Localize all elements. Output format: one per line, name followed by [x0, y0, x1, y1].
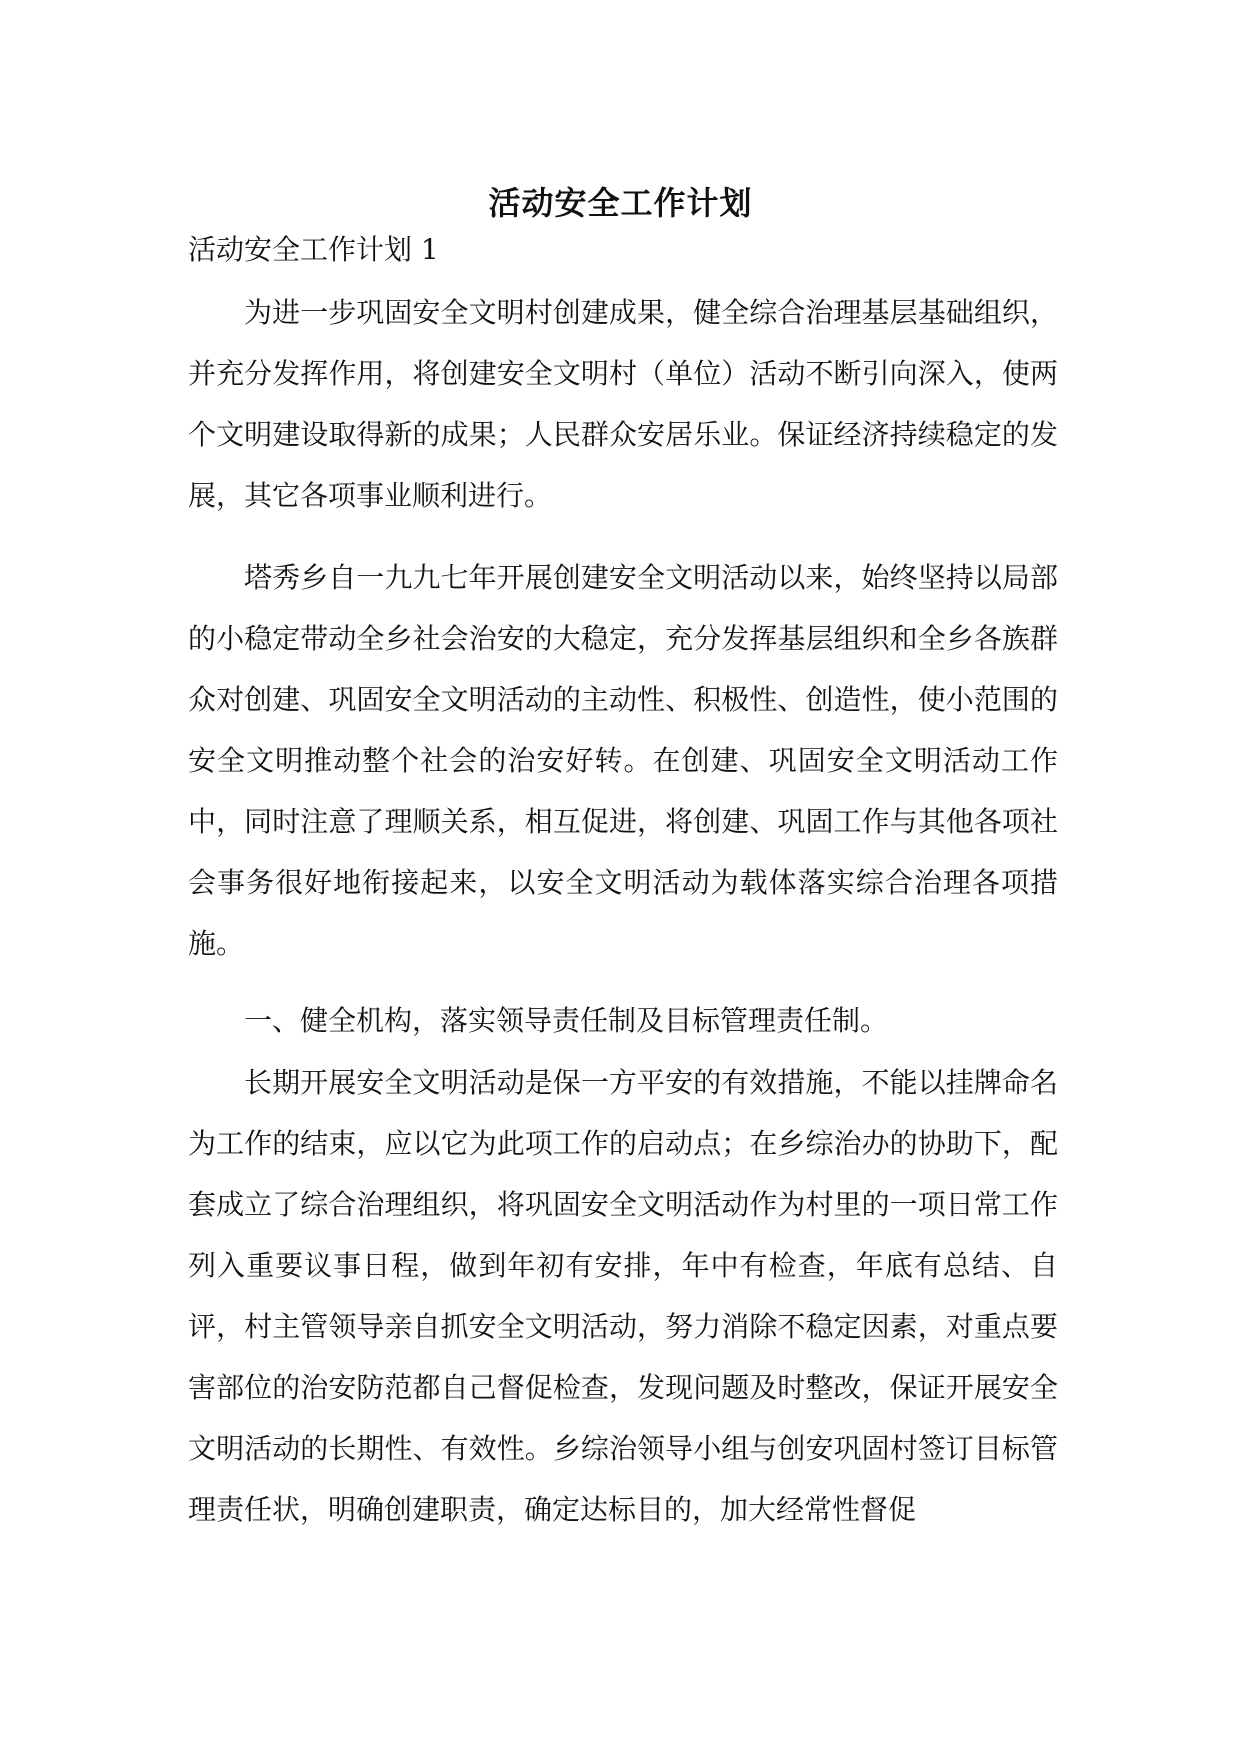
paragraph-background: 塔秀乡自一九九七年开展创建安全文明活动以来，始终坚持以局部的小稳定带动全乡社会治安的大稳定，充分发挥基层组织和全乡各族群众对创建、巩固安全文明活动的主动性、积极性、创造性，使小范围的安全文明推动整个社会的治安好转。在创建、巩固安全文明活动工作中，同时注意了理顺关系，相互促进，将创建、巩固工作与其他各项社会事务很好地衔接起来，以安全文明活动为载体落实综合治理各项措施。 — [188, 561, 1058, 960]
section-heading: 活动安全工作计划 1 — [188, 233, 439, 266]
paragraph-subheading: 一、健全机构，落实领导责任制及目标管理责任制。 — [244, 1004, 889, 1037]
document-title: 活动安全工作计划 — [488, 184, 753, 223]
paragraph-intro: 为进一步巩固安全文明村创建成果，健全综合治理基层基础组织，并充分发挥作用，将创建安全文明村（单位）活动不断引向深入，使两个文明建设取得新的成果；人民群众安居乐业。保证经济持续稳定的发展，其它各项事业顺利进行。 — [188, 296, 1058, 512]
paragraph-measures: 长期开展安全文明活动是保一方平安的有效措施，不能以挂牌命名为工作的结束，应以它为此项工作的启动点；在乡综治办的协助下，配套成立了综合治理组织，将巩固安全文明活动作为村里的一项日常工作列入重要议事日程，做到年初有安排，年中有检查，年底有总结、自评，村主管领导亲自抓安全文明活动，努力消除不稳定因素，对重点要害部位的治安防范都自己督促检查，发现问题及时整改，保证开展安全文明活动的长期性、有效性。乡综治领导小组与创安巩固村签订目标管理责任状，明确创建职责，确定达标目的，加大经常性督促 — [188, 1066, 1058, 1526]
